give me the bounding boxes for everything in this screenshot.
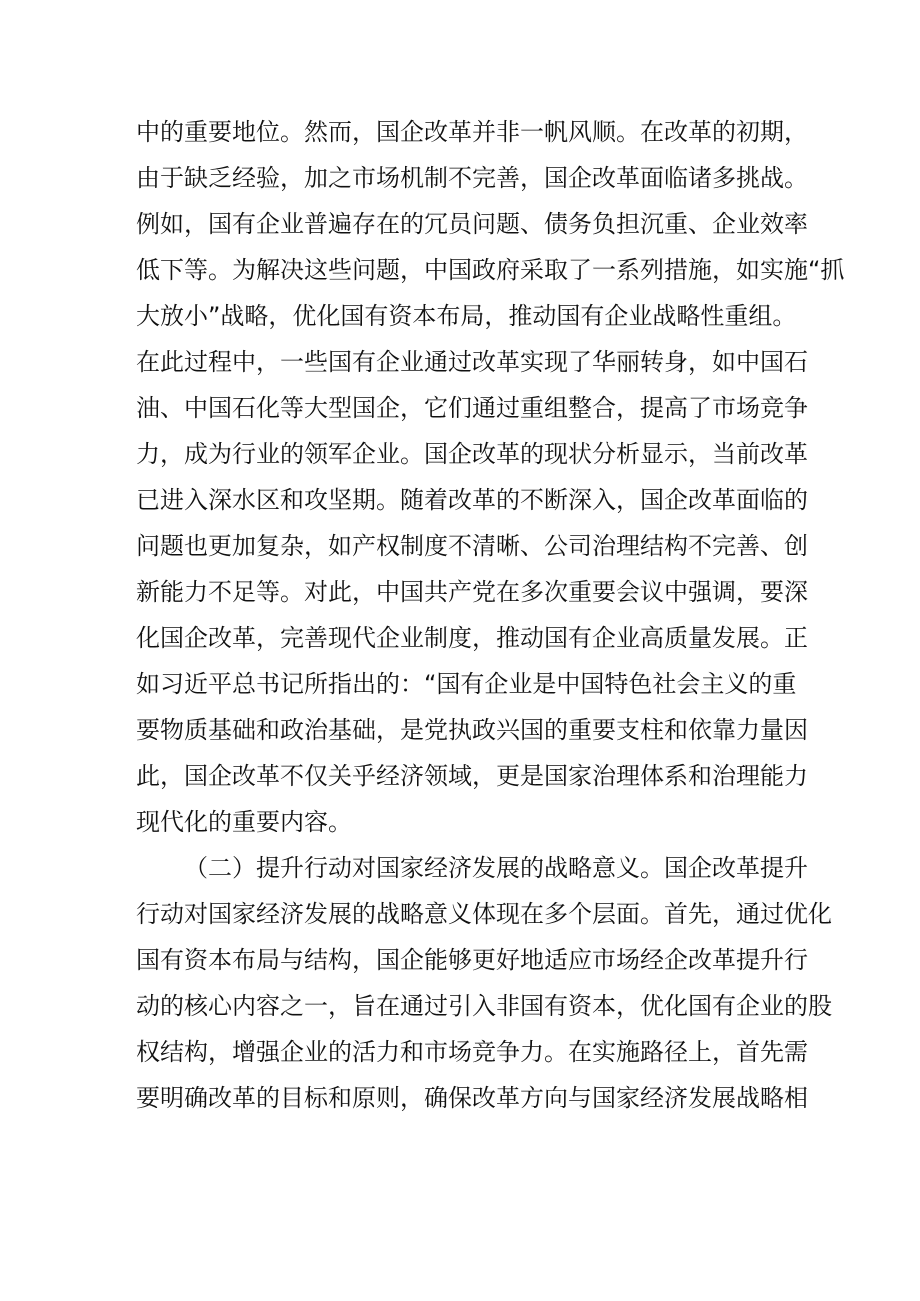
paragraph-line: 此，国企改革不仅关乎经济领域，更是国家治理体系和治理能力	[136, 762, 808, 790]
paragraph-line: 例如，国有企业普遍存在的冗员问题、债务负担沉重、企业效率	[136, 210, 808, 238]
paragraph-line: 中的重要地位。然而，国企改革并非一帆风顺。在改革的初期，	[136, 118, 808, 146]
paragraph-line: 国有资本布局与结构，国企能够更好地适应市场经企改革提升行	[136, 946, 808, 974]
paragraph-line: 已进入深水区和攻坚期。随着改革的不断深入，国企改革面临的	[136, 486, 808, 514]
paragraph-line: 如习近平总书记所指出的：“国有企业是中国特色社会主义的重	[136, 670, 797, 698]
paragraph-line: 现代化的重要内容。	[136, 808, 352, 836]
paragraph-line: 要明确改革的目标和原则，确保改革方向与国家经济发展战略相	[136, 1084, 808, 1112]
paragraph-line: 动的核心内容之一，旨在通过引入非国有资本，优化国有企业的股	[136, 992, 832, 1020]
paragraph-line: 在此过程中，一些国有企业通过改革实现了华丽转身，如中国石	[136, 348, 808, 376]
paragraph-line: 权结构，增强企业的活力和市场竞争力。在实施路径上，首先需	[136, 1038, 808, 1066]
paragraph-line: 新能力不足等。对此，中国共产党在多次重要会议中强调，要深	[136, 578, 808, 606]
paragraph-line: （二）提升行动对国家经济发展的战略意义。国企改革提升	[184, 854, 808, 882]
paragraph-1	[136, 109, 845, 845]
paragraph-line: 要物质基础和政治基础，是党执政兴国的重要支柱和依靠力量因	[136, 716, 808, 744]
paragraph-line: 油、中国石化等大型国企，它们通过重组整合，提高了市场竞争	[136, 394, 808, 422]
paragraph-line: 问题也更加复杂，如产权制度不清晰、公司治理结构不完善、创	[136, 532, 808, 560]
paragraph-2	[136, 845, 832, 1121]
paragraph-line: 低下等。为解决这些问题，中国政府采取了一系列措施，如实施“抓	[136, 256, 845, 284]
paragraph-line: 大放小”战略，优化国有资本布局，推动国有企业战略性重组。	[136, 302, 797, 330]
paragraph-line: 由于缺乏经验，加之市场机制不完善，国企改革面临诸多挑战。	[136, 164, 808, 192]
document-body	[136, 109, 845, 1121]
paragraph-line: 化国企改革，完善现代企业制度，推动国有企业高质量发展。正	[136, 624, 808, 652]
paragraph-line: 行动对国家经济发展的战略意义体现在多个层面。首先，通过优化	[136, 900, 832, 928]
paragraph-line: 力，成为行业的领军企业。国企改革的现状分析显示，当前改革	[136, 440, 808, 468]
